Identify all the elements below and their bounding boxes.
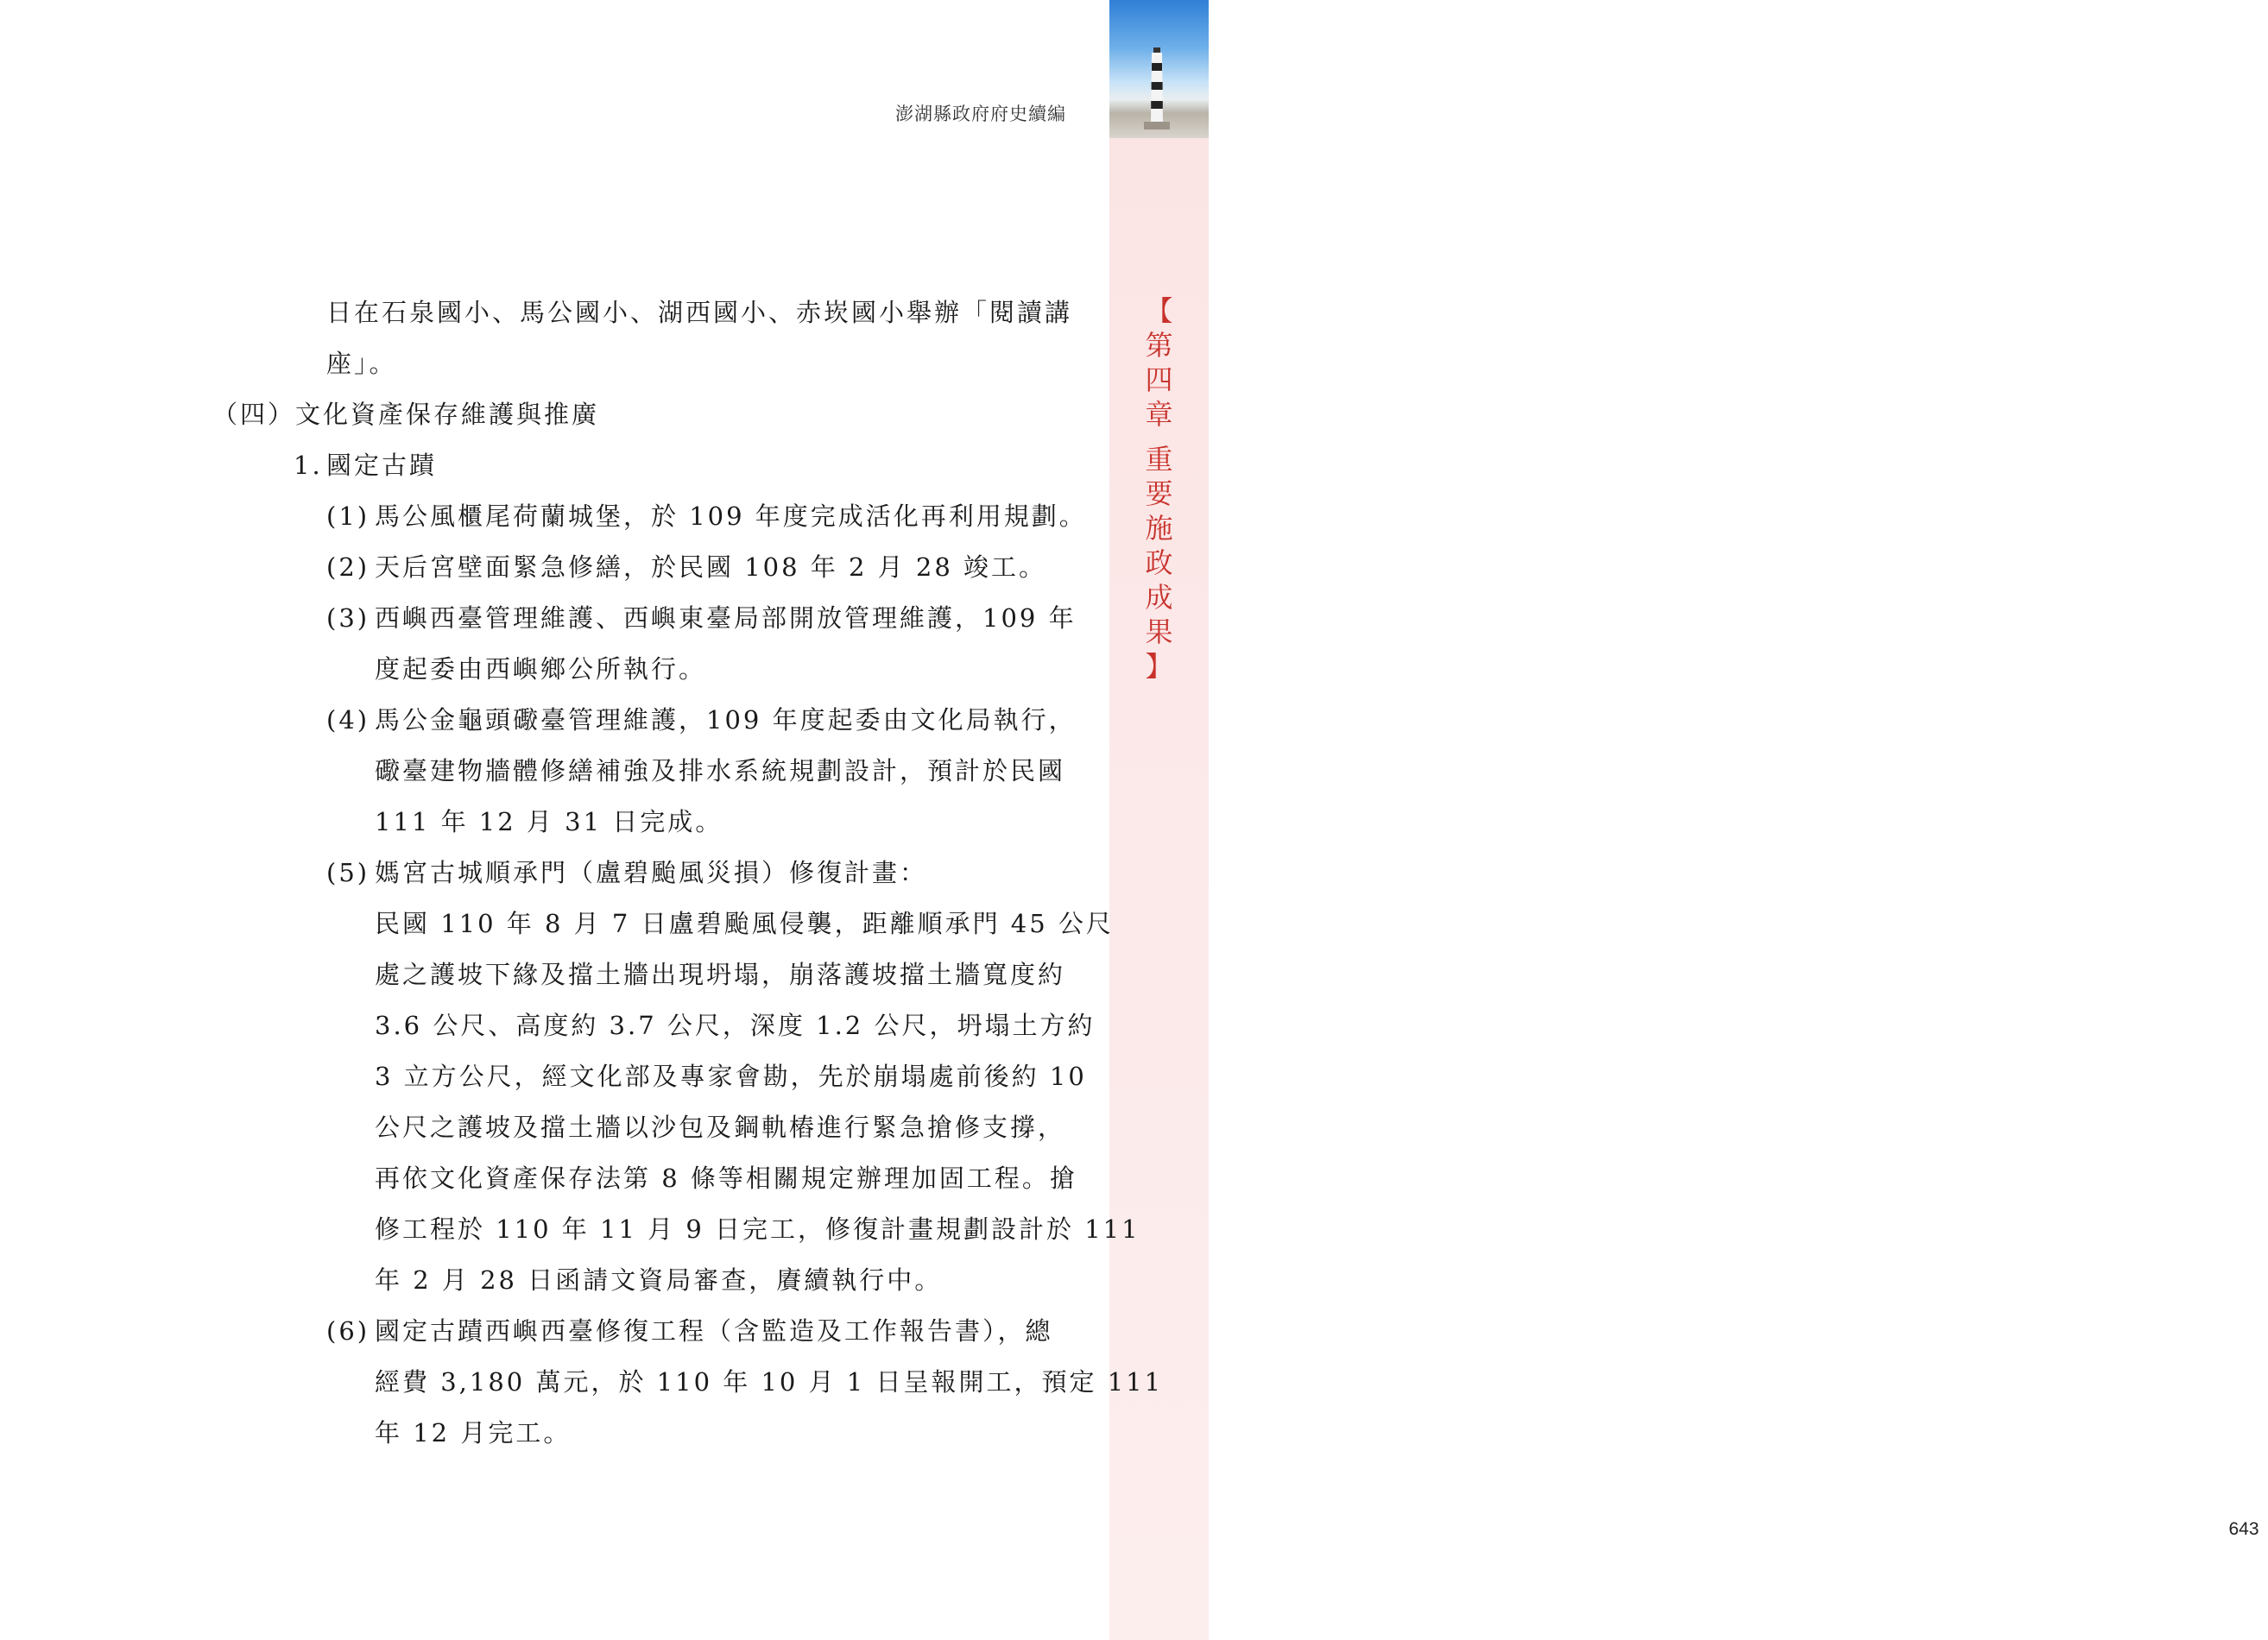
item-marker: (1) bbox=[326, 501, 370, 531]
paragraph-line: 座」。 bbox=[326, 349, 397, 378]
list-item bbox=[326, 497, 1087, 533]
section-heading bbox=[212, 395, 599, 431]
item-text: 年 2 月 28 日函請文資局審查，賡續執行中。 bbox=[375, 1265, 943, 1295]
chapter-char: 四 bbox=[1145, 363, 1173, 396]
list-item bbox=[326, 701, 1077, 736]
lighthouse-photo bbox=[1109, 0, 1209, 138]
section-title: 文化資產保存維護與推廣 bbox=[295, 400, 600, 429]
item-text: 公尺之護坡及擋土牆以沙包及鋼軌樁進行緊急搶修支撐， bbox=[375, 1113, 1066, 1142]
section-marker: （四） bbox=[212, 400, 296, 429]
item-text: 民國 110 年 8 月 7 日盧碧颱風侵襲，距離順承門 45 公尺 bbox=[375, 909, 1114, 938]
item-text: 3.6 公尺、高度約 3.7 公尺，深度 1.2 公尺，坍塌土方約 bbox=[375, 1011, 1096, 1040]
chapter-char: 第 bbox=[1145, 329, 1173, 362]
list-item bbox=[326, 548, 1046, 583]
chapter-char: 施 bbox=[1145, 512, 1173, 545]
item-text: 天后宮壁面緊急修繕，於民國 108 年 2 月 28 竣工。 bbox=[375, 552, 1047, 582]
paragraph-line: 日在石泉國小、馬公國小、湖西國小、赤崁國小舉辦「閱讀講 bbox=[326, 298, 1073, 327]
page-number: 643 bbox=[2228, 1519, 2259, 1539]
item-text: 3 立方公尺，經文化部及專家會勘，先於崩塌處前後約 10 bbox=[375, 1062, 1087, 1091]
item-marker: (5) bbox=[326, 858, 370, 887]
item-text: 馬公金龜頭礮臺管理維護，109 年度起委由文化局執行， bbox=[375, 705, 1077, 735]
item-text: 媽宮古城順承門（盧碧颱風災損）修復計畫： bbox=[375, 858, 928, 887]
chapter-char: 【 bbox=[1145, 294, 1173, 327]
chapter-char: 政 bbox=[1145, 546, 1173, 579]
list-item bbox=[326, 599, 1077, 634]
item-text: 經費 3,180 萬元，於 110 年 10 月 1 日呈報開工，預定 111 bbox=[375, 1367, 1164, 1397]
item-text: 度起委由西嶼鄉公所執行。 bbox=[375, 654, 707, 684]
item-marker: (2) bbox=[326, 552, 370, 582]
item-text: 馬公風櫃尾荷蘭城堡，於 109 年度完成活化再利用規劃。 bbox=[375, 501, 1087, 531]
item-marker: (4) bbox=[326, 705, 370, 735]
item-text: 國定古蹟西嶼西臺修復工程（含監造及工作報告書），總 bbox=[375, 1316, 1053, 1346]
chapter-char: 要 bbox=[1145, 477, 1173, 510]
lighthouse-icon bbox=[1144, 47, 1170, 129]
item-text: 西嶼西臺管理維護、西嶼東臺局部開放管理維護，109 年 bbox=[375, 603, 1077, 633]
item-text: 處之護坡下緣及擋土牆出現坍塌，崩落護坡擋土牆寬度約 bbox=[375, 960, 1066, 989]
item-text: 修工程於 110 年 11 月 9 日完工，修復計畫規劃設計於 111 bbox=[375, 1214, 1140, 1244]
item-text: 年 12 月完工。 bbox=[375, 1418, 572, 1448]
list-item bbox=[326, 1312, 1053, 1347]
item-marker: (6) bbox=[326, 1316, 370, 1346]
chapter-char: 】 bbox=[1145, 650, 1173, 683]
subsection-heading bbox=[294, 446, 437, 482]
chapter-char: 成 bbox=[1145, 581, 1173, 614]
running-header: 澎湖縣政府府史續編 bbox=[895, 104, 1066, 124]
item-text: 111 年 12 月 31 日完成。 bbox=[375, 807, 723, 836]
chapter-char: 重 bbox=[1145, 443, 1173, 476]
subsection-title: 國定古蹟 bbox=[326, 451, 438, 480]
chapter-tab bbox=[1109, 293, 1209, 684]
subsection-marker: 1. bbox=[294, 451, 323, 480]
item-text: 再依文化資產保存法第 8 條等相關規定辦理加固工程。搶 bbox=[375, 1164, 1077, 1193]
list-item bbox=[326, 854, 927, 889]
item-text: 礮臺建物牆體修繕補強及排水系統規劃設計，預計於民國 bbox=[375, 756, 1066, 785]
item-marker: (3) bbox=[326, 603, 370, 633]
chapter-char: 章 bbox=[1145, 398, 1173, 431]
chapter-char: 果 bbox=[1145, 615, 1173, 648]
